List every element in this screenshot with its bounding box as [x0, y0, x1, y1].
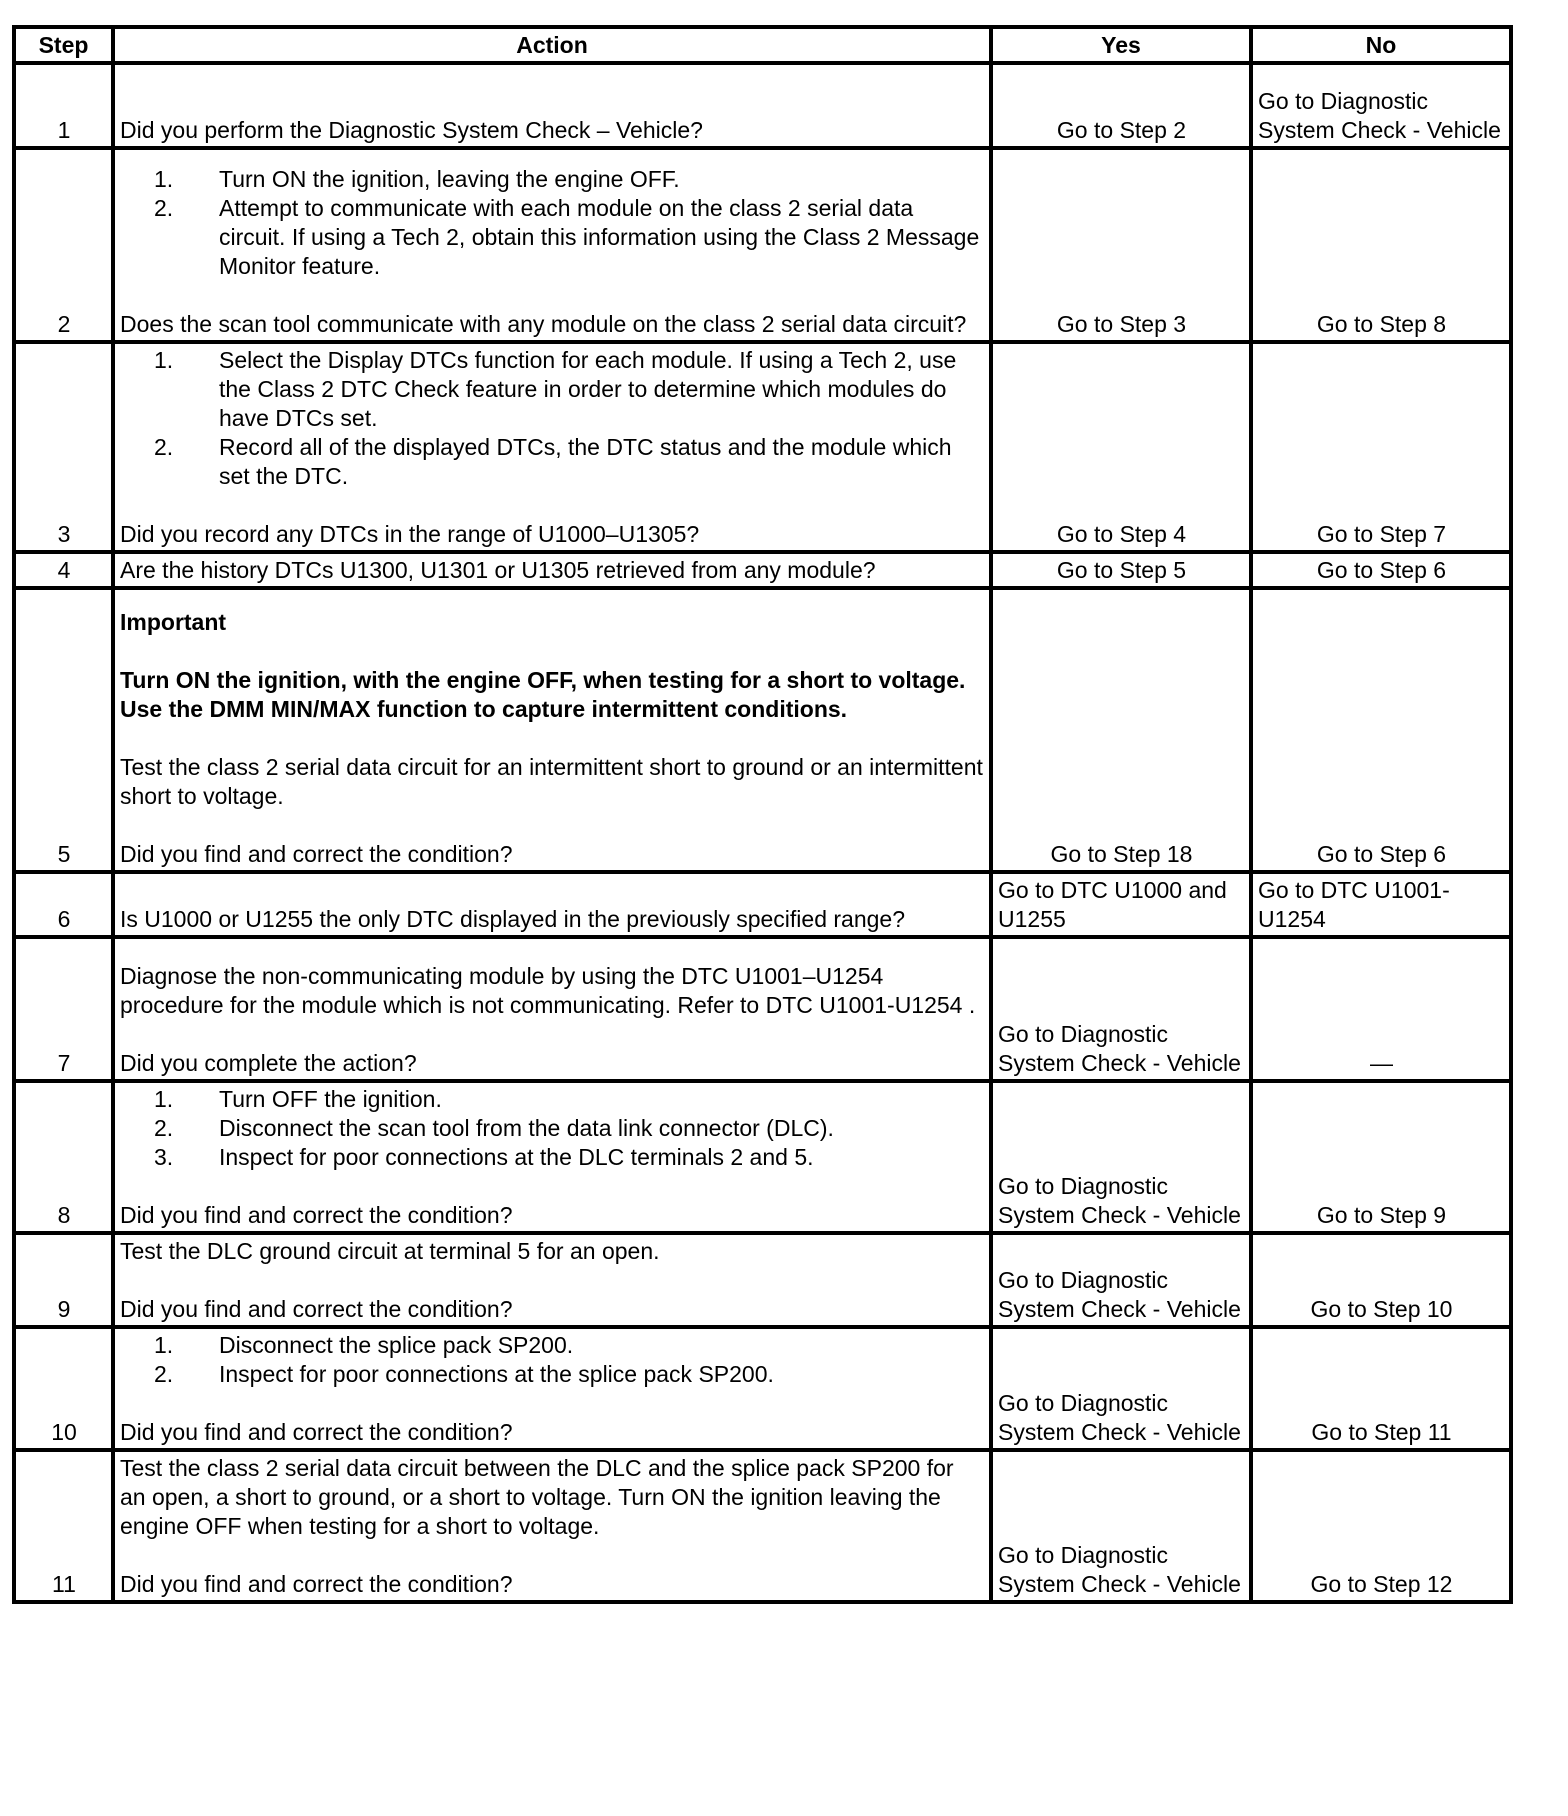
yes-cell[interactable]: Go to Diagnostic System Check - Vehicle [991, 1450, 1251, 1602]
no-cell[interactable]: Go to Step 9 [1251, 1081, 1511, 1233]
action-instruction: Test the class 2 serial data circuit between the DLC and the splice pack SP200 for an open, a short to ground, or a short to voltage. Turn ON the ignition leaving the engine OFF when testing for a short to voltage. [120, 1455, 954, 1539]
table-row [14, 63, 1511, 148]
list-item: 2. Attempt to communicate with each module on the class 2 serial data circuit. If using a Tech 2, obtain this information using the Class 2 Message Monitor feature. [154, 195, 980, 279]
step-number: 1 [14, 63, 113, 148]
step-number: 8 [14, 1081, 113, 1233]
yes-cell[interactable]: Go to Diagnostic System Check - Vehicle [991, 1081, 1251, 1233]
action-cell [113, 1081, 991, 1233]
action-question: Did you record any DTCs in the range of U1000–U1305? [120, 521, 700, 547]
important-note: Turn ON the ignition, with the engine OFF, when testing for a short to voltage. Use the DMM MIN/MAX function to capture intermittent conditions. [120, 667, 966, 722]
no-cell[interactable]: Go to Step 10 [1251, 1233, 1511, 1327]
action-cell [113, 63, 991, 148]
step-number: 4 [14, 552, 113, 588]
yes-cell[interactable]: Go to Step 4 [991, 342, 1251, 552]
action-steps-list [120, 1331, 985, 1389]
list-item: 2. Record all of the displayed DTCs, the DTC status and the module which set the DTC. [154, 434, 952, 489]
table-row [14, 937, 1511, 1081]
table-row [14, 872, 1511, 937]
action-cell [113, 1327, 991, 1450]
action-cell [113, 552, 991, 588]
step-number: 5 [14, 588, 113, 872]
step-number: 9 [14, 1233, 113, 1327]
header-no: No [1251, 27, 1511, 63]
step-number: 2 [14, 148, 113, 342]
action-instruction: Test the class 2 serial data circuit for an intermittent short to ground or an intermittent short to voltage. [120, 754, 983, 809]
no-cell: — [1251, 937, 1511, 1081]
list-item: 1. Disconnect the splice pack SP200. [154, 1332, 574, 1358]
header-yes: Yes [991, 27, 1251, 63]
action-question: Did you find and correct the condition? [120, 1202, 513, 1228]
action-cell [113, 148, 991, 342]
action-question: Did you complete the action? [120, 1050, 417, 1076]
no-cell[interactable]: Go to Step 7 [1251, 342, 1511, 552]
no-cell[interactable]: Go to Step 12 [1251, 1450, 1511, 1602]
table-row [14, 1233, 1511, 1327]
action-steps-list [120, 1085, 985, 1172]
list-item: 2. Disconnect the scan tool from the data link connector (DLC). [154, 1115, 834, 1141]
step-number: 10 [14, 1327, 113, 1450]
list-item: 1. Turn OFF the ignition. [154, 1086, 442, 1112]
list-item: 3. Inspect for poor connections at the DLC terminals 2 and 5. [154, 1144, 814, 1170]
yes-cell[interactable]: Go to Diagnostic System Check - Vehicle [991, 937, 1251, 1081]
action-cell [113, 1233, 991, 1327]
table-row [14, 1081, 1511, 1233]
action-cell [113, 588, 991, 872]
action-question: Are the history DTCs U1300, U1301 or U1305 retrieved from any module? [120, 557, 876, 583]
header-row [14, 27, 1511, 63]
yes-cell[interactable]: Go to Step 2 [991, 63, 1251, 148]
important-heading: Important [120, 609, 227, 635]
action-question: Did you find and correct the condition? [120, 1571, 513, 1597]
action-steps-list [120, 165, 985, 281]
step-number: 7 [14, 937, 113, 1081]
action-steps-list [120, 346, 985, 491]
action-cell [113, 342, 991, 552]
table-row [14, 588, 1511, 872]
yes-cell[interactable]: Go to Diagnostic System Check - Vehicle [991, 1327, 1251, 1450]
yes-cell[interactable]: Go to Step 5 [991, 552, 1251, 588]
no-cell[interactable]: Go to DTC U1001-U1254 [1251, 872, 1511, 937]
no-cell[interactable]: Go to Diagnostic System Check - Vehicle [1251, 63, 1511, 148]
table-row [14, 552, 1511, 588]
no-cell[interactable]: Go to Step 11 [1251, 1327, 1511, 1450]
header-step: Step [14, 27, 113, 63]
table-row [14, 148, 1511, 342]
action-question: Does the scan tool communicate with any module on the class 2 serial data circuit? [120, 311, 967, 337]
action-instruction: Diagnose the non-communicating module by using the DTC U1001–U1254 procedure for the module which is not communicating. Refer to DTC U1001-U1254 . [120, 963, 976, 1018]
yes-cell[interactable]: Go to Step 3 [991, 148, 1251, 342]
table-row [14, 1450, 1511, 1602]
action-cell [113, 872, 991, 937]
action-question: Did you find and correct the condition? [120, 1296, 513, 1322]
action-question: Did you find and correct the condition? [120, 1419, 513, 1445]
step-number: 6 [14, 872, 113, 937]
table-row [14, 342, 1511, 552]
action-cell [113, 937, 991, 1081]
step-number: 3 [14, 342, 113, 552]
no-cell[interactable]: Go to Step 6 [1251, 552, 1511, 588]
no-cell[interactable]: Go to Step 6 [1251, 588, 1511, 872]
yes-cell[interactable]: Go to Step 18 [991, 588, 1251, 872]
list-item: 2. Inspect for poor connections at the splice pack SP200. [154, 1361, 774, 1387]
no-cell[interactable]: Go to Step 8 [1251, 148, 1511, 342]
diagnostic-table [12, 25, 1513, 1604]
yes-cell[interactable]: Go to DTC U1000 and U1255 [991, 872, 1251, 937]
action-question: Did you perform the Diagnostic System Check – Vehicle? [120, 117, 703, 143]
list-item: 1. Select the Display DTCs function for each module. If using a Tech 2, use the Class 2 DTC Check feature in order to determine which modules do have DTCs set. [154, 347, 957, 431]
action-question: Is U1000 or U1255 the only DTC displayed in the previously specified range? [120, 906, 905, 932]
yes-cell[interactable]: Go to Diagnostic System Check - Vehicle [991, 1233, 1251, 1327]
step-number: 11 [14, 1450, 113, 1602]
action-question: Did you find and correct the condition? [120, 841, 513, 867]
action-cell [113, 1450, 991, 1602]
table-row [14, 1327, 1511, 1450]
action-instruction: Test the DLC ground circuit at terminal 5 for an open. [120, 1238, 660, 1264]
header-action: Action [113, 27, 991, 63]
list-item: 1. Turn ON the ignition, leaving the engine OFF. [154, 166, 680, 192]
